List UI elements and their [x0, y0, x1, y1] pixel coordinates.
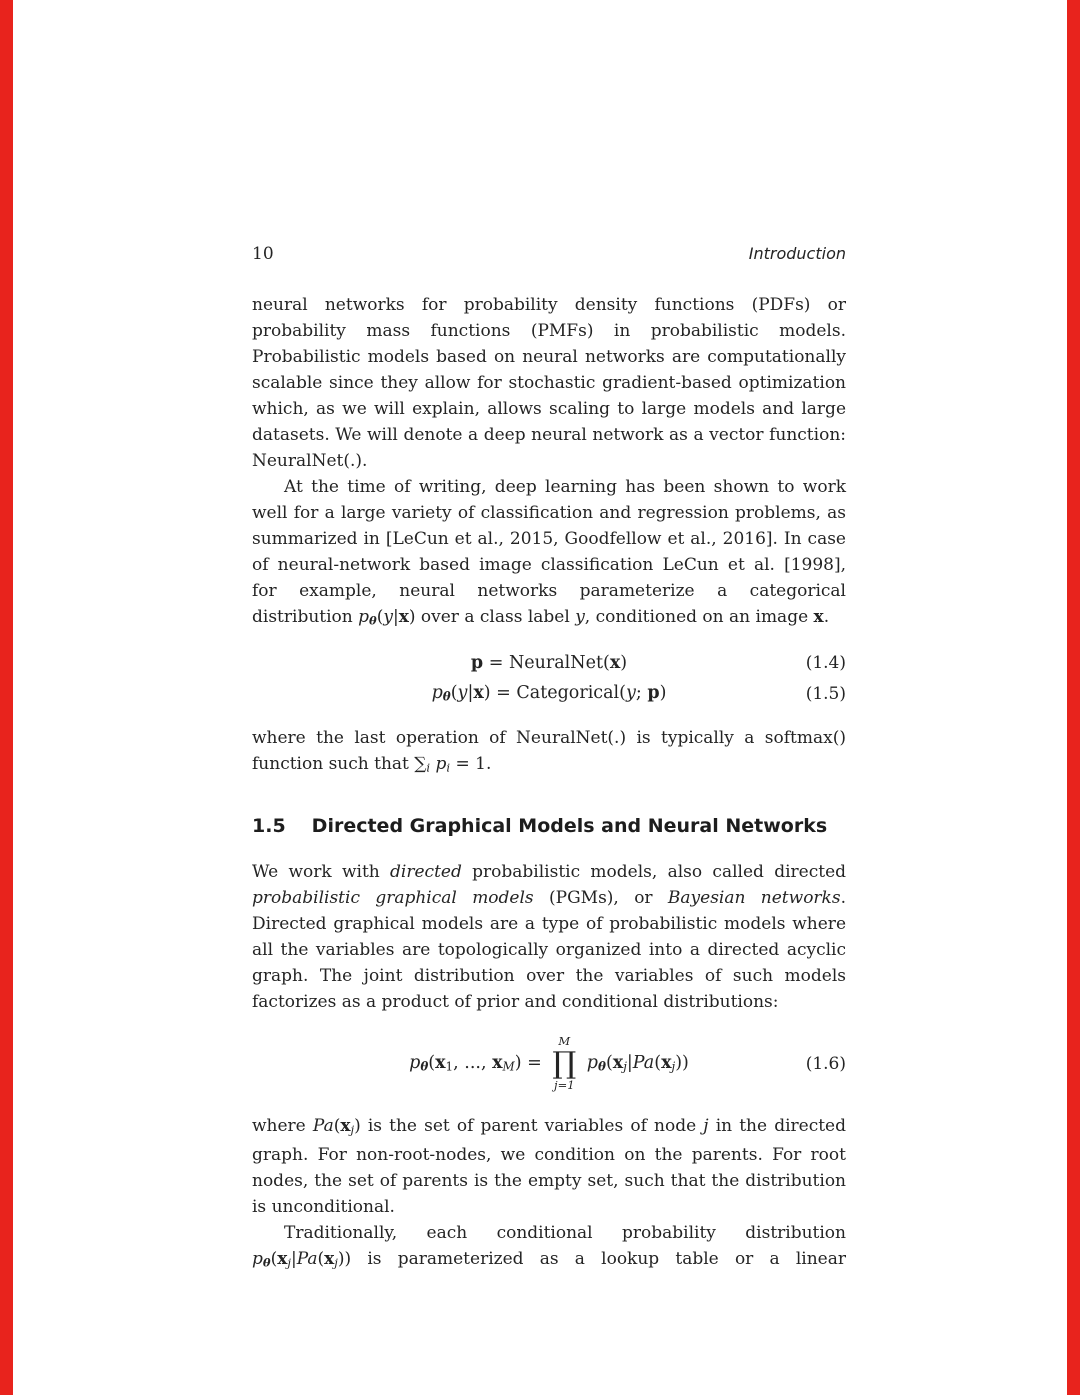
paragraph: Traditionally, each conditional probability distribution $p_\theta(x_j|Pa(x_j))$ is parameterized as a lookup table or a linear: [252, 1223, 846, 1270]
paragraph: neural networks for probability density functions (PDFs) or probability mass functions (PMFs) in probabilistic models. Probabilistic models based on neural networks are computationally scalable since they allow for stochastic gradient-based optimization which, as we will explain, allows scaling to large models and large datasets. We will denote a deep neural network as a vector function: NeuralNet(.).: [252, 295, 846, 471]
running-header: Introduction: [748, 244, 846, 263]
body-text: [252, 292, 846, 1276]
left-red-border: [0, 0, 13, 1395]
product-operator: M ∏ j=1: [552, 1033, 577, 1093]
equation-number: (1.6): [805, 1053, 846, 1074]
equation: [252, 1029, 846, 1099]
text-column: [252, 244, 846, 1276]
paragraph: We work with directed probabilistic models, also called directed probabilistic graphical models (PGMs), or Bayesian networks. Directed graphical models are a type of probabilistic models where all the variables are topologically organized into a directed acyclic graph. The joint distribution over the variables of such models factorizes as a product of prior and conditional distributions:: [252, 861, 847, 1012]
equation-number: (1.5): [805, 684, 846, 705]
paragraph: where the last operation of NeuralNet(.) is typically a softmax() function such that $\sum_i$ $p_i = 1$.: [252, 728, 846, 775]
page-number: 10: [252, 244, 274, 264]
paragraph: where $Pa(x_j)$ is the set of parent variables of node j in the directed graph. For non-root-nodes, we condition on the parents. For root nodes, the set of parents is the empty set, such that the distribution is unconditional.: [252, 1115, 847, 1218]
section-number: 1.5: [252, 814, 286, 837]
paragraph: At the time of writing, deep learning has been shown to work well for a large variety of classification and regression problems, as summarized in [LeCun et al., 2015, Goodfellow et al., 2016]. In case of neural-network based image classification LeCun et al. [1998], for example, neural networks parameterize a categorical distribution $p_\theta(y|x)$ over a class label y, conditioned on an image x.: [252, 477, 846, 628]
section-heading: [252, 815, 846, 837]
equation-body: $p_\theta(y|x)$ = Categorical(y; p): [431, 682, 667, 704]
equation: [252, 648, 846, 678]
page-header: [252, 244, 846, 264]
equation-block: [252, 648, 846, 712]
equation: [252, 678, 846, 712]
equation-body: $p_\theta(x_1$, ..., $x_M$) = M ∏ j=1 $p_\theta(x_j|Pa(x_j))$: [409, 1033, 689, 1093]
right-red-border: [1067, 0, 1080, 1395]
section-title: Directed Graphical Models and Neural Networks: [311, 814, 828, 837]
equation-body: p = NeuralNet(x): [470, 652, 628, 673]
equation-number: (1.4): [805, 652, 846, 673]
equation-block: [252, 1029, 846, 1099]
